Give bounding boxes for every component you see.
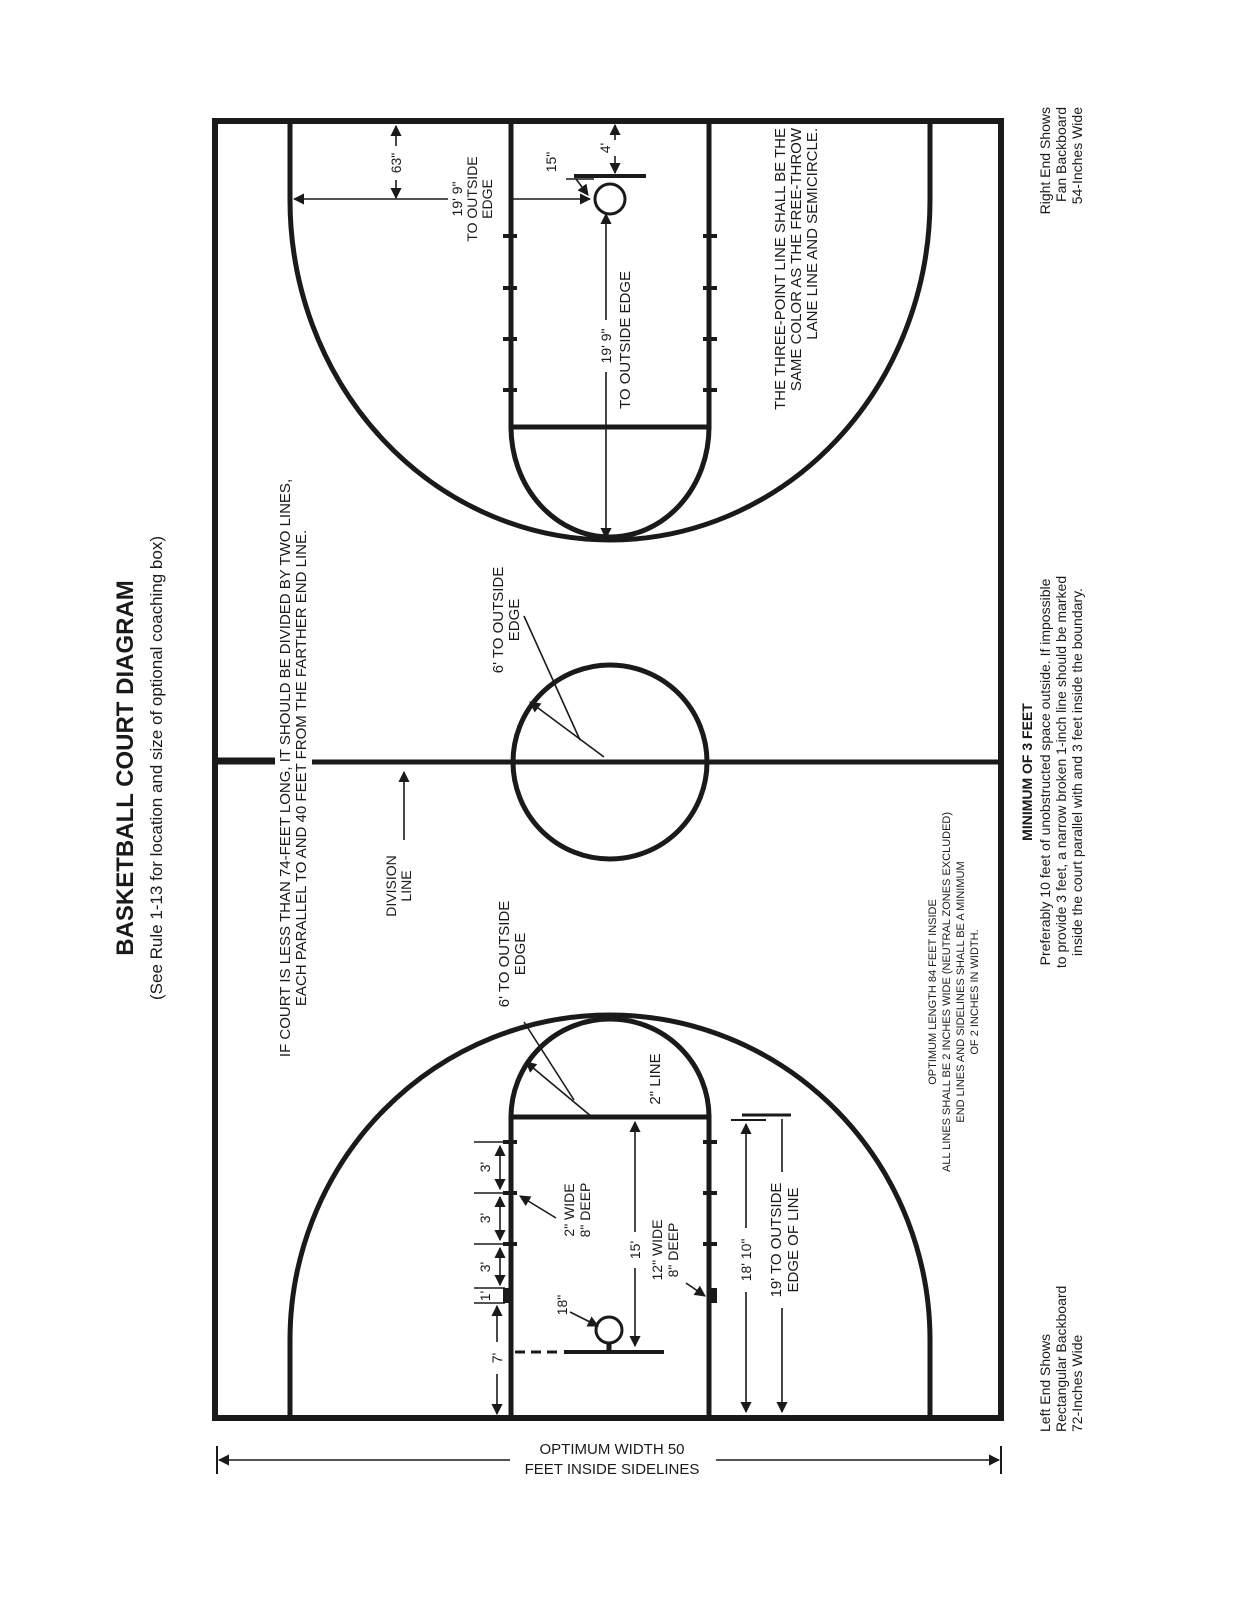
- dim-15ft-label: 15': [627, 1240, 643, 1260]
- page-title: BASKETBALL COURT DIAGRAM: [112, 580, 139, 956]
- court-note: IF COURT IS LESS THAN 74-FEET LONG, IT SHOULD BE DIVIDED BY TWO LINES,: [277, 478, 294, 1058]
- left-semicircle-label: 6' TO OUTSIDE: [496, 900, 513, 1008]
- page-subtitle: (See Rule 1-13 for location and size of optional coaching box): [147, 535, 166, 1001]
- court-boundary: [215, 121, 1001, 1418]
- two-inch-line-label: 2" LINE: [647, 1053, 664, 1105]
- three-point-note: THE THREE-POINT LINE SHALL BE THE: [772, 128, 789, 411]
- three-point-note: LANE LINE AND SEMICIRCLE.: [804, 128, 821, 340]
- lane-block-left: [707, 1288, 717, 1303]
- lines-note: OPTIMUM LENGTH 84 FEET INSIDE: [927, 899, 939, 1085]
- dim-3ft-label: 3': [477, 1261, 493, 1273]
- dim-space-mark-arrow: [520, 1196, 556, 1218]
- hoop-right: [595, 184, 625, 214]
- dim-15in-label: 15": [543, 151, 559, 173]
- free-throw-lane-right: [511, 121, 709, 427]
- dim-18in-label: 18": [554, 1294, 570, 1316]
- dim-15in: [576, 179, 588, 195]
- dim-3ft-label: 3': [477, 1212, 493, 1224]
- division-line-label: DIVISION: [383, 855, 399, 917]
- dim-4ft-label: 4': [597, 142, 613, 154]
- block-label: 12" WIDE: [649, 1219, 665, 1281]
- left-end-note: Left End Shows: [1037, 1333, 1053, 1432]
- hoop-left: [596, 1317, 622, 1343]
- right-end-note: 54-Inches Wide: [1069, 107, 1085, 205]
- right-end-note: Right End Shows: [1037, 107, 1053, 215]
- dim-19-9-lengthwise-label: 19' 9": [598, 328, 614, 364]
- left-end-note: Rectangular Backboard: [1053, 1285, 1069, 1432]
- free-throw-semicircle-left: [511, 1019, 709, 1117]
- dim-19ft-label: EDGE OF LINE: [785, 1187, 802, 1293]
- labels: [112, 107, 1085, 1478]
- dim-19-9-lateral-label: TO OUTSIDE: [464, 156, 480, 242]
- dim-19-9-lengthwise-label: TO OUTSIDE EDGE: [617, 270, 634, 410]
- minimum-note: to provide 3 feet, a narrow broken 1-inch line should be marked: [1053, 575, 1069, 969]
- three-point-arc-left: [290, 1015, 930, 1340]
- dimension-lines: [217, 125, 1001, 1474]
- minimum-heading: MINIMUM OF 3 FEET: [1019, 703, 1035, 841]
- dim-19-9-lateral-label: 19' 9": [449, 181, 465, 217]
- center-circle-label: EDGE: [506, 598, 523, 642]
- dim-18-10-label: 18' 10": [738, 1238, 754, 1282]
- dim-19ft-label: 19' TO OUTSIDE: [768, 1182, 785, 1298]
- court-note: EACH PARALLEL TO AND 40 FEET FROM THE FARTHER END LINE.: [293, 529, 310, 1007]
- court-lines: [215, 121, 1001, 1418]
- dim-3ft-label: 3': [477, 1161, 493, 1173]
- three-point-arc-right: [290, 200, 930, 540]
- free-throw-semicircle-right: [511, 427, 709, 537]
- dim-19-9-lateral-label: EDGE: [479, 179, 495, 219]
- dim-block-arrow: [686, 1283, 705, 1296]
- division-line-label: LINE: [398, 870, 414, 902]
- right-end-note: Fan Backboard: [1053, 107, 1069, 202]
- minimum-note: inside the court parallel with and 3 feet inside the boundary.: [1069, 588, 1085, 956]
- dim-63in-label: 63": [388, 152, 404, 174]
- dim-left-semicircle: [526, 1062, 592, 1117]
- optimum-width-label: FEET INSIDE SIDELINES: [524, 1461, 700, 1478]
- dim-7ft-label: 7': [489, 1352, 505, 1364]
- left-semicircle-label: EDGE: [512, 932, 529, 976]
- three-point-note: SAME COLOR AS THE FREE-THROW: [788, 128, 805, 392]
- minimum-note: Preferably 10 feet of unobstructed space outside. If impossible: [1037, 578, 1053, 966]
- lane-block-left: [503, 1288, 513, 1303]
- left-end-note: 72-Inches Wide: [1069, 1334, 1085, 1432]
- lines-note: OF 2 INCHES IN WIDTH.: [969, 929, 981, 1055]
- dim-center-circle-leader: [524, 616, 580, 740]
- optimum-width-label: OPTIMUM WIDTH 50: [539, 1441, 685, 1458]
- lines-note: END LINES AND SIDELINES SHALL BE A MINIMUM: [955, 861, 967, 1123]
- space-mark-label: 8" DEEP: [577, 1182, 593, 1238]
- lines-note: ALL LINES SHALL BE 2 INCHES WIDE (NEUTRAL ZONES EXCLUDED): [941, 811, 953, 1173]
- dim-1ft-label: 1': [477, 1290, 493, 1302]
- center-circle-label: 6' TO OUTSIDE: [490, 566, 507, 674]
- block-label: 8" DEEP: [665, 1222, 681, 1278]
- dim-18in-arrow: [570, 1312, 598, 1326]
- space-mark-label: 2" WIDE: [561, 1183, 577, 1237]
